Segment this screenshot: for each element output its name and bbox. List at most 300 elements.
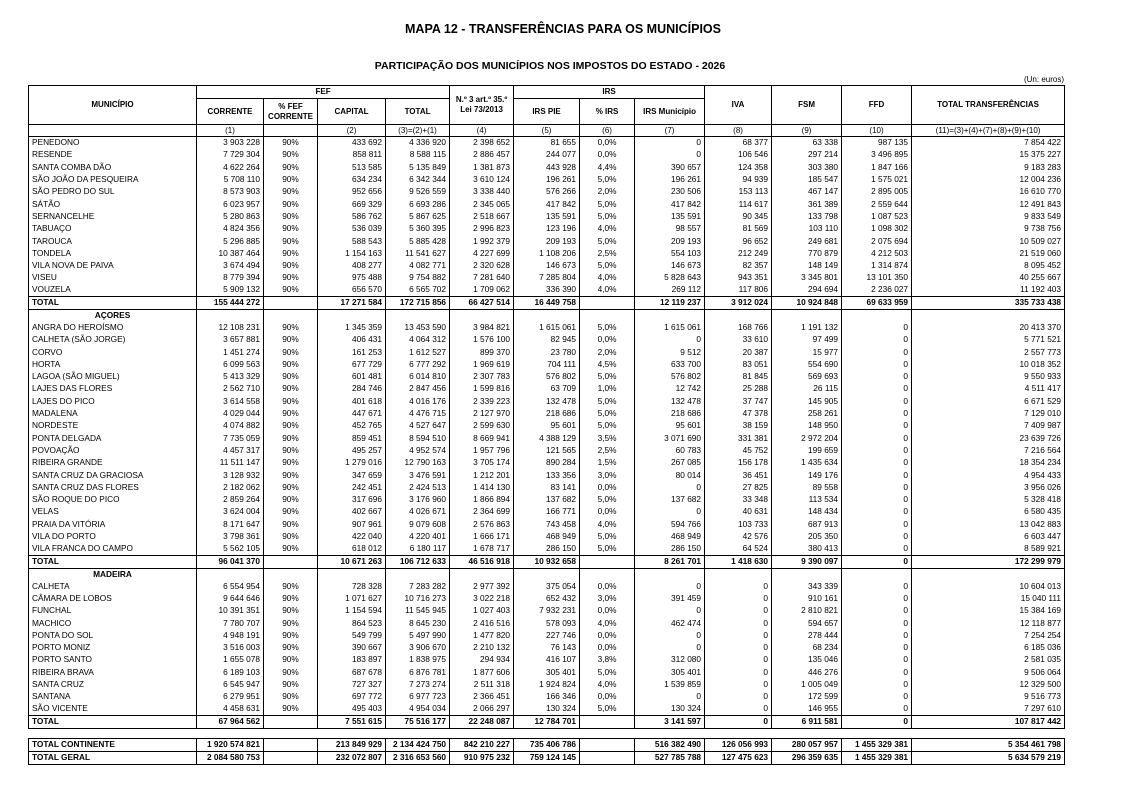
value-cell: 2 366 451 [450, 691, 514, 703]
empty-cell [450, 309, 514, 321]
value-cell: 1 212 201 [450, 469, 514, 481]
value-cell: 1 539 859 [635, 678, 705, 690]
municipio-cell: SERNANCELHE [29, 210, 197, 222]
value-cell: 549 799 [318, 629, 386, 641]
value-cell: 132 478 [514, 395, 580, 407]
value-cell: 69 633 959 [842, 296, 912, 309]
table-row [29, 137, 1065, 149]
municipio-cell: MACHICO [29, 617, 197, 629]
value-cell: 25 288 [705, 383, 772, 395]
page-subtitle: PARTICIPAÇÃO DOS MUNICÍPIOS NOS IMPOSTOS DO ESTADO - 2026 [374, 60, 726, 72]
value-cell: 90% [264, 149, 318, 161]
value-cell: 1 655 078 [197, 654, 264, 666]
municipio-cell: POVOAÇÃO [29, 444, 197, 456]
municipio-cell: LAGOA (SÃO MIGUEL) [29, 371, 197, 383]
value-cell: 347 659 [318, 469, 386, 481]
value-cell: 3 956 026 [912, 481, 1065, 493]
value-cell: 40 631 [705, 506, 772, 518]
value-cell: 588 543 [318, 235, 386, 247]
value-cell: 2 182 062 [197, 481, 264, 493]
municipio-cell: SANTA CRUZ [29, 678, 197, 690]
header-irs-pie: IRS PIE [514, 99, 580, 125]
value-cell: 106 546 [705, 149, 772, 161]
value-cell: 2 345 065 [450, 198, 514, 210]
value-cell: 40 255 667 [912, 272, 1065, 284]
value-cell: 0 [635, 641, 705, 653]
value-cell: 23 780 [514, 346, 580, 358]
value-cell: 90% [264, 272, 318, 284]
value-cell: 2 895 005 [842, 186, 912, 198]
value-cell: 4,0% [580, 284, 635, 296]
column-index: (2) [318, 125, 386, 137]
value-cell: 2 576 863 [450, 518, 514, 530]
municipio-cell: SANTANA [29, 691, 197, 703]
value-cell: 9 512 [635, 346, 705, 358]
region-header-row [29, 309, 1065, 321]
value-cell: 90 345 [705, 210, 772, 222]
municipio-cell: PENEDONO [29, 137, 197, 149]
value-cell: 1 191 132 [772, 321, 842, 333]
value-cell: 146 955 [772, 703, 842, 715]
header-capital: CAPITAL [318, 99, 386, 125]
value-cell: 26 115 [772, 383, 842, 395]
table-row [29, 605, 1065, 617]
value-cell: 16 449 758 [514, 296, 580, 309]
value-cell: 770 879 [772, 247, 842, 259]
municipio-cell: SÁTÃO [29, 198, 197, 210]
value-cell: 146 673 [635, 259, 705, 271]
empty-cell [386, 309, 450, 321]
value-cell: 569 693 [772, 371, 842, 383]
header-pct-fef: % FEF CORRENTE [264, 99, 318, 125]
table-row [29, 617, 1065, 629]
page-title: MAPA 12 - TRANSFERÊNCIAS PARA OS MUNICÍPIOS [405, 22, 721, 36]
value-cell: 114 617 [705, 198, 772, 210]
value-cell: 232 072 807 [318, 751, 386, 764]
value-cell: 284 746 [318, 383, 386, 395]
value-cell: 2 416 516 [450, 617, 514, 629]
value-cell: 0,0% [580, 629, 635, 641]
value-cell: 1 098 302 [842, 223, 912, 235]
municipio-cell: LAJES DO PICO [29, 395, 197, 407]
value-cell: 390 667 [318, 641, 386, 653]
value-cell: 1 838 975 [386, 654, 450, 666]
table-row [29, 666, 1065, 678]
column-index: (9) [772, 125, 842, 137]
table-row [29, 678, 1065, 690]
value-cell: 401 618 [318, 395, 386, 407]
value-cell: 90% [264, 678, 318, 690]
value-cell: 0 [705, 703, 772, 715]
value-cell: 5,0% [580, 173, 635, 185]
value-cell: 83 051 [705, 358, 772, 370]
value-cell: 96 041 370 [197, 555, 264, 568]
value-cell: 3 674 494 [197, 259, 264, 271]
value-cell: 687 678 [318, 666, 386, 678]
value-cell: 3 624 004 [197, 506, 264, 518]
value-cell: 452 765 [318, 420, 386, 432]
value-cell: 10 932 658 [514, 555, 580, 568]
table-row [29, 506, 1065, 518]
value-cell: 9 516 773 [912, 691, 1065, 703]
value-cell: 5 413 329 [197, 371, 264, 383]
value-cell: 0,0% [580, 580, 635, 592]
value-cell: 6 580 435 [912, 506, 1065, 518]
value-cell: 3,5% [580, 432, 635, 444]
table-row [29, 334, 1065, 346]
value-cell: 910 161 [772, 592, 842, 604]
value-cell: 10 391 351 [197, 605, 264, 617]
value-cell: 90% [264, 543, 318, 555]
municipio-cell: SANTA CRUZ DA GRACIOSA [29, 469, 197, 481]
value-cell: 0 [842, 641, 912, 653]
value-cell: 1 612 527 [386, 346, 450, 358]
value-cell: 468 949 [635, 530, 705, 542]
municipio-cell: SÃO VICENTE [29, 703, 197, 715]
value-cell: 0 [842, 555, 912, 568]
value-cell: 148 149 [772, 259, 842, 271]
value-cell: 20 413 370 [912, 321, 1065, 333]
header-n3: N.º 3 art.º 35.º Lei 73/2013 [450, 86, 514, 125]
value-cell: 166 771 [514, 506, 580, 518]
value-cell: 90% [264, 420, 318, 432]
municipio-cell: TOTAL [29, 555, 197, 568]
header-pct-irs: % IRS [580, 99, 635, 125]
value-cell: 0,0% [580, 334, 635, 346]
value-cell: 0 [842, 580, 912, 592]
value-cell: 18 354 234 [912, 457, 1065, 469]
value-cell: 9 390 097 [772, 555, 842, 568]
value-cell: 735 406 786 [514, 738, 580, 751]
value-cell: 133 356 [514, 469, 580, 481]
empty-cell [197, 568, 264, 580]
value-cell: 0,0% [580, 641, 635, 653]
value-cell: 96 652 [705, 235, 772, 247]
value-cell: 95 601 [514, 420, 580, 432]
municipio-cell: CÂMARA DE LOBOS [29, 592, 197, 604]
value-cell: 3 476 591 [386, 469, 450, 481]
value-cell: 586 762 [318, 210, 386, 222]
empty-cell [635, 568, 705, 580]
header-irs: IRS [514, 86, 705, 99]
value-cell: 2 977 392 [450, 580, 514, 592]
value-cell: 0 [635, 506, 705, 518]
value-cell: 0,0% [580, 149, 635, 161]
value-cell: 5 360 395 [386, 223, 450, 235]
value-cell: 618 012 [318, 543, 386, 555]
empty-cell [514, 568, 580, 580]
value-cell: 148 950 [772, 420, 842, 432]
value-cell: 4 952 574 [386, 444, 450, 456]
value-cell: 218 686 [514, 407, 580, 419]
value-cell: 468 949 [514, 530, 580, 542]
value-cell: 467 147 [772, 186, 842, 198]
value-cell: 728 328 [318, 580, 386, 592]
municipio-cell: FUNCHAL [29, 605, 197, 617]
value-cell: 10 018 352 [912, 358, 1065, 370]
value-cell: 172 715 856 [386, 296, 450, 309]
municipio-cell: SÃO JOÃO DA PESQUEIRA [29, 173, 197, 185]
column-index: (10) [842, 125, 912, 137]
empty-cell [580, 309, 635, 321]
value-cell: 156 178 [705, 457, 772, 469]
value-cell: 0 [842, 543, 912, 555]
value-cell: 704 111 [514, 358, 580, 370]
value-cell: 249 681 [772, 235, 842, 247]
value-cell: 13 101 350 [842, 272, 912, 284]
value-cell: 1,5% [580, 457, 635, 469]
units-label: (Un: euros) [1023, 75, 1064, 84]
column-index: (3)=(2)+(1) [386, 125, 450, 137]
column-index: (5) [514, 125, 580, 137]
value-cell: 0 [842, 617, 912, 629]
value-cell: 0 [842, 358, 912, 370]
value-cell: 5,0% [580, 371, 635, 383]
value-cell: 4 457 317 [197, 444, 264, 456]
value-cell: 6 554 954 [197, 580, 264, 592]
table-row [29, 592, 1065, 604]
value-cell: 0 [635, 605, 705, 617]
value-cell: 5 867 625 [386, 210, 450, 222]
value-cell: 5,0% [580, 210, 635, 222]
value-cell: 317 696 [318, 494, 386, 506]
value-cell: 11 541 627 [386, 247, 450, 259]
value-cell: 417 842 [514, 198, 580, 210]
table-row [29, 580, 1065, 592]
table-row [29, 691, 1065, 703]
value-cell: 42 576 [705, 530, 772, 542]
value-cell: 3 984 821 [450, 321, 514, 333]
value-cell: 4,0% [580, 223, 635, 235]
value-cell: 6 977 723 [386, 691, 450, 703]
value-cell: 527 785 788 [635, 751, 705, 764]
value-cell: 5 828 643 [635, 272, 705, 284]
value-cell: 594 657 [772, 617, 842, 629]
value-cell: 343 339 [772, 580, 842, 592]
value-cell: 687 913 [772, 518, 842, 530]
value-cell: 135 046 [772, 654, 842, 666]
value-cell: 33 610 [705, 334, 772, 346]
municipio-cell: PORTO SANTO [29, 654, 197, 666]
value-cell: 1 154 594 [318, 605, 386, 617]
value-cell: 422 040 [318, 530, 386, 542]
table-row [29, 247, 1065, 259]
value-cell: 90% [264, 654, 318, 666]
value-cell: 2 134 424 750 [386, 738, 450, 751]
value-cell [264, 751, 318, 764]
value-cell [264, 738, 318, 751]
value-cell: 145 905 [772, 395, 842, 407]
value-cell: 1 414 130 [450, 481, 514, 493]
value-cell: 46 516 918 [450, 555, 514, 568]
value-cell: 2 847 456 [386, 383, 450, 395]
value-cell: 199 659 [772, 444, 842, 456]
table-row [29, 210, 1065, 222]
value-cell: 12 108 231 [197, 321, 264, 333]
value-cell: 8 171 647 [197, 518, 264, 530]
value-cell: 10 604 013 [912, 580, 1065, 592]
value-cell: 4,5% [580, 358, 635, 370]
value-cell: 0 [842, 420, 912, 432]
value-cell: 3 345 801 [772, 272, 842, 284]
value-cell: 656 570 [318, 284, 386, 296]
value-cell: 1 108 206 [514, 247, 580, 259]
column-index: (7) [635, 125, 705, 137]
empty-cell [772, 568, 842, 580]
value-cell: 2 557 773 [912, 346, 1065, 358]
value-cell: 67 964 562 [197, 715, 264, 728]
table-row [29, 272, 1065, 284]
value-cell: 90% [264, 210, 318, 222]
value-cell: 7 932 231 [514, 605, 580, 617]
empty-cell [580, 568, 635, 580]
value-cell: 4 954 433 [912, 469, 1065, 481]
header-fsm: FSM [772, 86, 842, 125]
value-cell: 21 519 060 [912, 247, 1065, 259]
value-cell: 4,0% [580, 678, 635, 690]
transfers-table [28, 85, 1065, 765]
value-cell: 4 511 417 [912, 383, 1065, 395]
municipio-cell: VILA DO PORTO [29, 530, 197, 542]
value-cell: 12 784 701 [514, 715, 580, 728]
grand-total-row [29, 738, 1065, 751]
value-cell: 17 271 584 [318, 296, 386, 309]
value-cell: 899 370 [450, 346, 514, 358]
value-cell: 113 534 [772, 494, 842, 506]
value-cell: 1 576 100 [450, 334, 514, 346]
value-cell: 16 610 770 [912, 186, 1065, 198]
value-cell: 3,0% [580, 469, 635, 481]
value-cell: 244 077 [514, 149, 580, 161]
value-cell: 10 509 027 [912, 235, 1065, 247]
value-cell: 38 159 [705, 420, 772, 432]
value-cell: 90% [264, 334, 318, 346]
value-cell: 90% [264, 259, 318, 271]
value-cell: 137 682 [635, 494, 705, 506]
table-row [29, 530, 1065, 542]
value-cell: 1,0% [580, 383, 635, 395]
value-cell: 6 014 810 [386, 371, 450, 383]
value-cell: 1 877 606 [450, 666, 514, 678]
value-cell: 3 912 024 [705, 296, 772, 309]
table-row [29, 469, 1065, 481]
municipio-cell: RIBEIRA BRAVA [29, 666, 197, 678]
value-cell: 0,0% [580, 481, 635, 493]
section-total-row [29, 715, 1065, 728]
value-cell: 2 996 823 [450, 223, 514, 235]
value-cell: 5,0% [580, 666, 635, 678]
value-cell: 4 622 264 [197, 161, 264, 173]
value-cell: 1 847 166 [842, 161, 912, 173]
value-cell: 0 [705, 654, 772, 666]
value-cell: 858 811 [318, 149, 386, 161]
value-cell: 161 253 [318, 346, 386, 358]
empty-cell [318, 309, 386, 321]
value-cell: 75 516 177 [386, 715, 450, 728]
value-cell: 727 327 [318, 678, 386, 690]
table-row [29, 444, 1065, 456]
municipio-cell: SANTA COMBA DÃO [29, 161, 197, 173]
value-cell: 2 236 027 [842, 284, 912, 296]
value-cell: 60 783 [635, 444, 705, 456]
value-cell: 2 599 630 [450, 420, 514, 432]
value-cell: 297 214 [772, 149, 842, 161]
value-cell: 15 384 169 [912, 605, 1065, 617]
empty-cell [197, 309, 264, 321]
spacer-row [29, 728, 1065, 738]
value-cell: 8 589 921 [912, 543, 1065, 555]
value-cell: 3,0% [580, 592, 635, 604]
empty-cell [912, 309, 1065, 321]
value-cell: 15 040 111 [912, 592, 1065, 604]
value-cell: 12 790 163 [386, 457, 450, 469]
value-cell: 2 127 970 [450, 407, 514, 419]
value-cell: 5,0% [580, 703, 635, 715]
table-row [29, 481, 1065, 493]
value-cell: 90% [264, 580, 318, 592]
value-cell: 5 135 849 [386, 161, 450, 173]
value-cell: 0,0% [580, 137, 635, 149]
header-irs-municipio: IRS Município [635, 99, 705, 125]
value-cell: 90% [264, 235, 318, 247]
value-cell: 90% [264, 407, 318, 419]
value-cell: 90% [264, 691, 318, 703]
value-cell: 13 042 883 [912, 518, 1065, 530]
value-cell: 12 118 877 [912, 617, 1065, 629]
header-total-transferencias: TOTAL TRANSFERÊNCIAS [912, 86, 1065, 125]
value-cell: 5 296 885 [197, 235, 264, 247]
value-cell: 6 185 036 [912, 641, 1065, 653]
value-cell: 90% [264, 481, 318, 493]
value-cell: 6 099 563 [197, 358, 264, 370]
value-cell: 1 920 574 821 [197, 738, 264, 751]
value-cell: 4 082 771 [386, 259, 450, 271]
value-cell: 5,0% [580, 420, 635, 432]
column-index-row [29, 125, 1065, 137]
value-cell: 90% [264, 284, 318, 296]
value-cell: 11 192 403 [912, 284, 1065, 296]
value-cell: 335 733 438 [912, 296, 1065, 309]
value-cell: 127 475 623 [705, 751, 772, 764]
value-cell: 5,0% [580, 259, 635, 271]
value-cell: 3,8% [580, 654, 635, 666]
value-cell: 81 845 [705, 371, 772, 383]
value-cell: 0 [842, 395, 912, 407]
value-cell: 230 506 [635, 186, 705, 198]
table-row [29, 259, 1065, 271]
empty-cell [705, 568, 772, 580]
table-row [29, 235, 1065, 247]
value-cell [264, 296, 318, 309]
value-cell: 1 345 359 [318, 321, 386, 333]
value-cell: 0 [635, 580, 705, 592]
value-cell: 417 842 [635, 198, 705, 210]
value-cell: 5 771 521 [912, 334, 1065, 346]
table-row [29, 186, 1065, 198]
value-cell: 1 005 049 [772, 678, 842, 690]
value-cell: 0 [842, 654, 912, 666]
value-cell: 5 885 428 [386, 235, 450, 247]
value-cell: 94 939 [705, 173, 772, 185]
value-cell: 4 458 631 [197, 703, 264, 715]
value-cell: 305 401 [635, 666, 705, 678]
value-cell: 90% [264, 223, 318, 235]
value-cell: 0 [842, 383, 912, 395]
value-cell: 7 780 707 [197, 617, 264, 629]
value-cell: 90% [264, 198, 318, 210]
value-cell: 90% [264, 629, 318, 641]
empty-cell [842, 309, 912, 321]
